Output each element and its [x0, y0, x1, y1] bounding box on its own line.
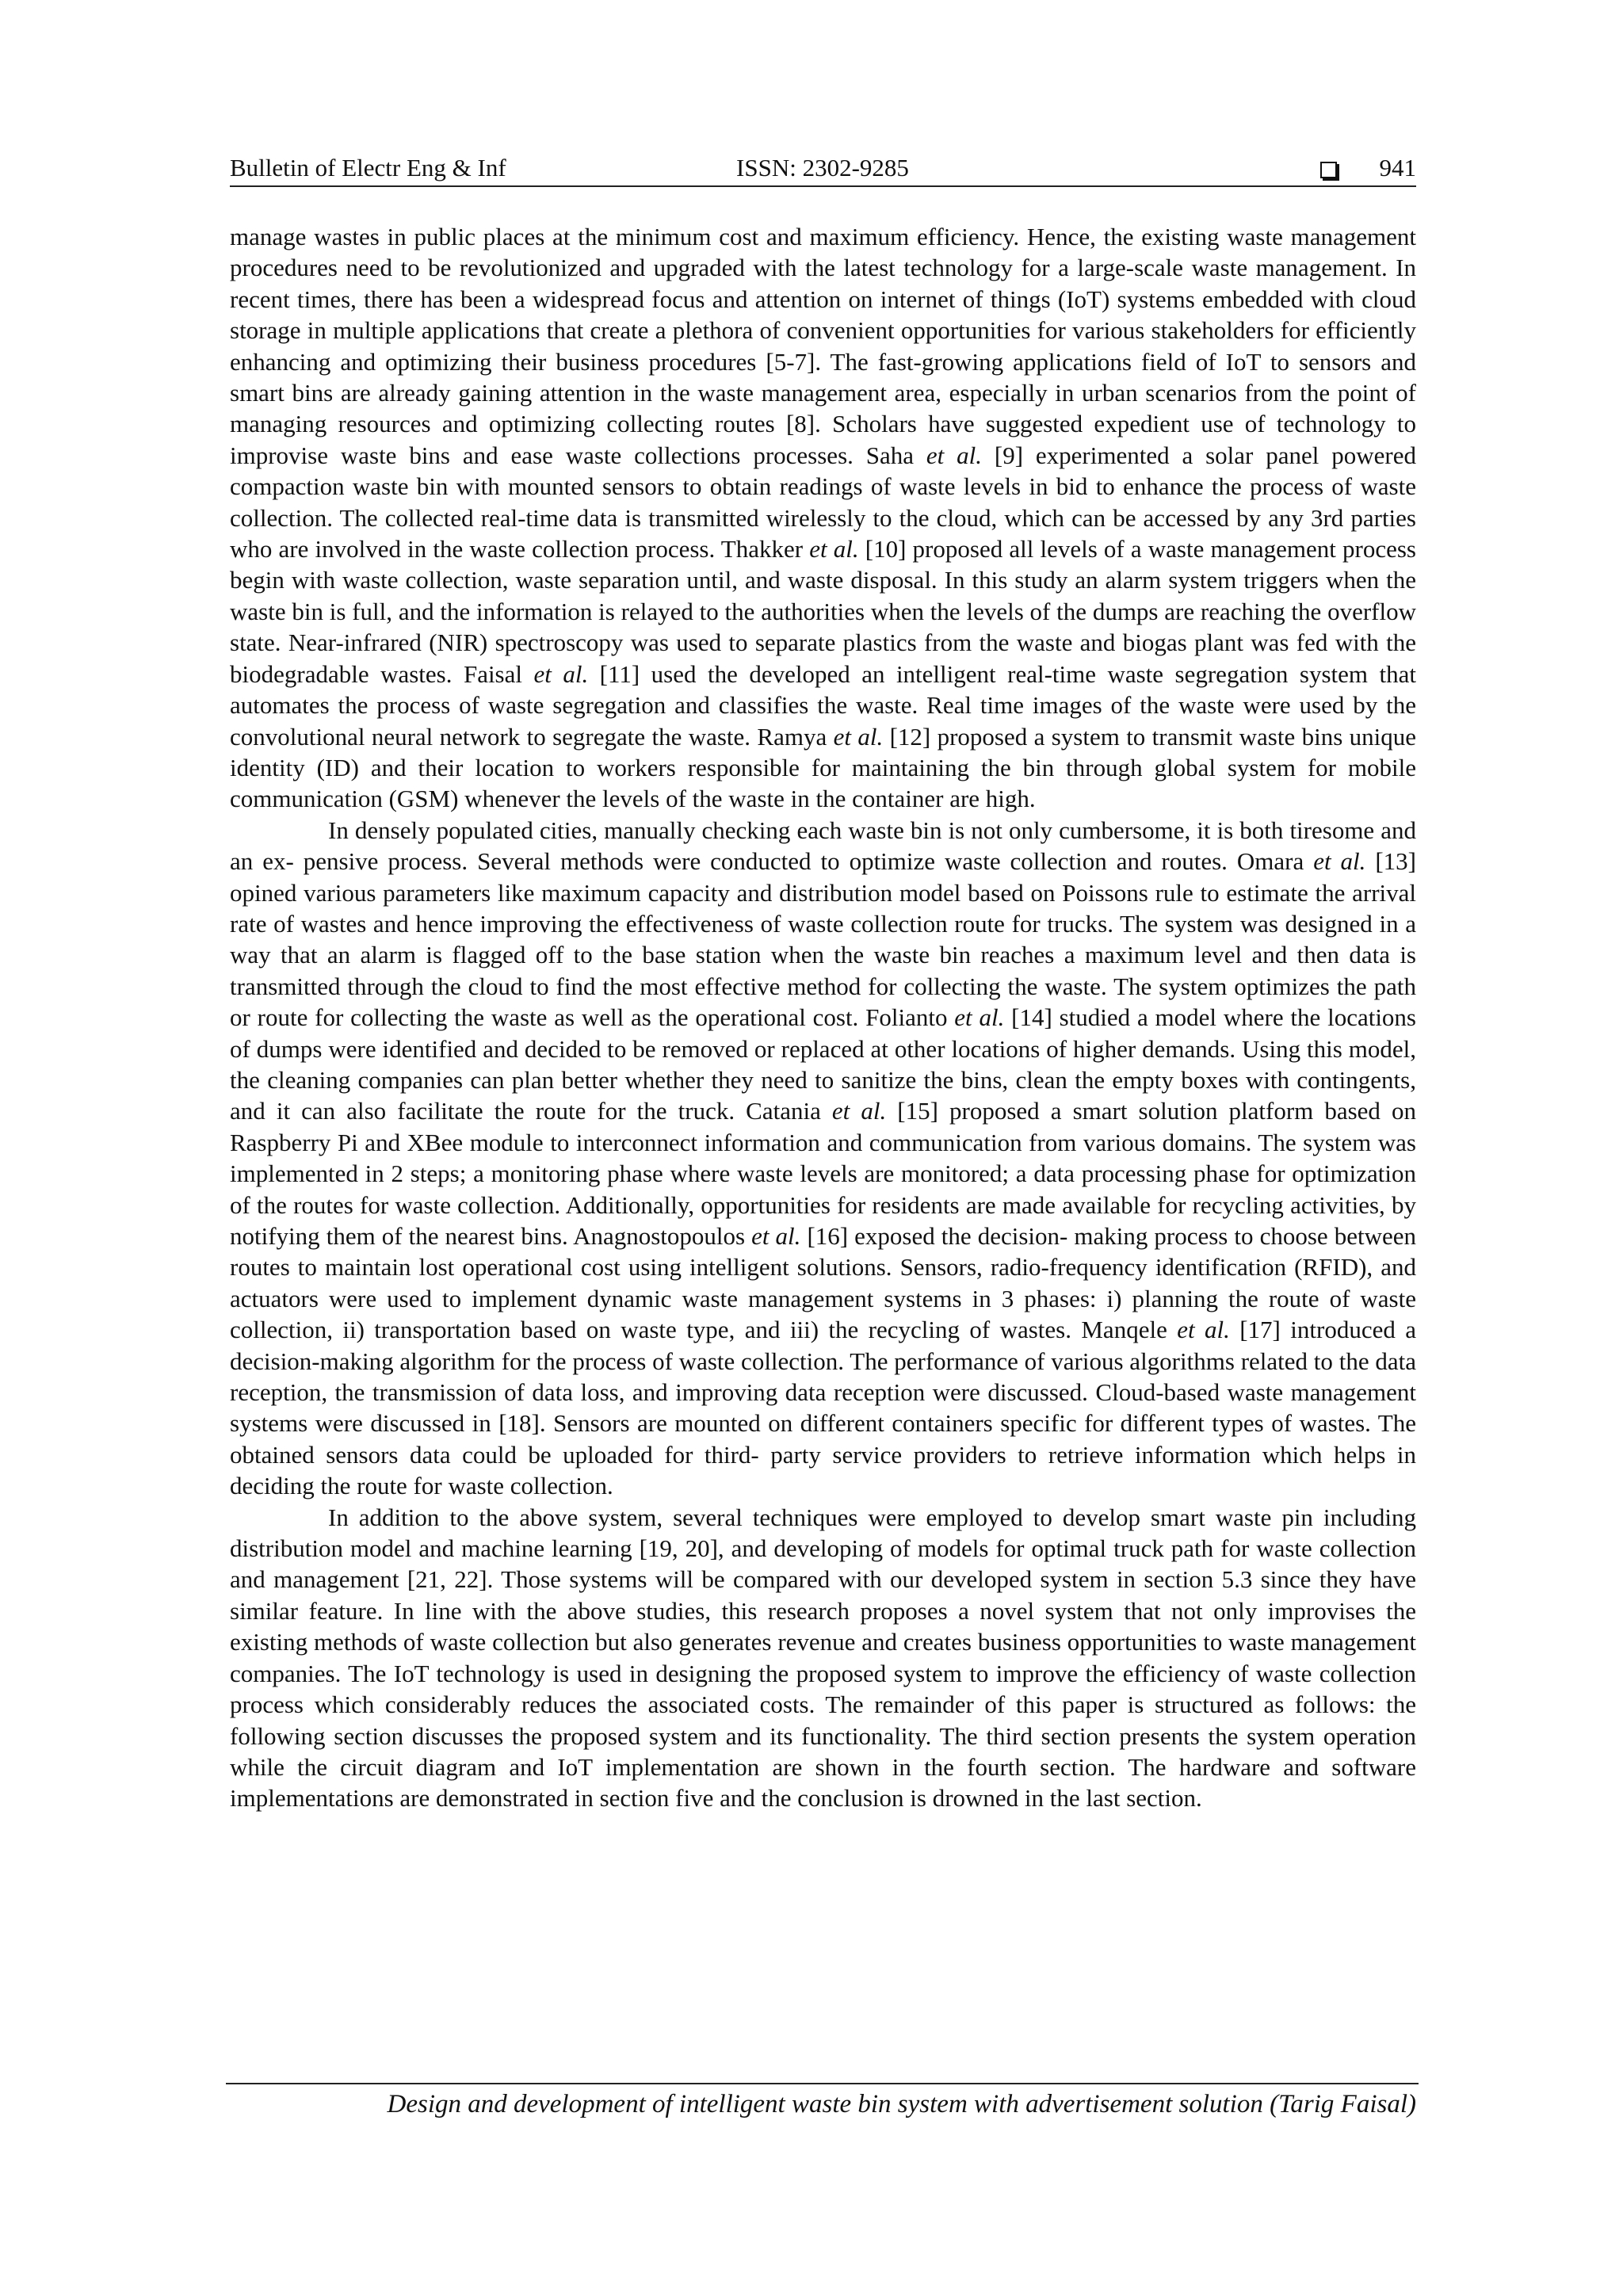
text-run: In densely populated cities, manually checking each waste bin is not only cumbersome, it is both tiresome and an ex- pensive process. Several methods were conducted to optimize waste collection and routes. Omara	[230, 816, 1416, 876]
page-number-group	[1320, 154, 1417, 182]
italic-run: et al.	[751, 1222, 801, 1250]
text-run: [14] studied a model where the locations of dumps were identified and decided to be removed or replaced at other locations of higher demands. Using this model, the cleaning companies can plan better whether they need to sanitize the bins, clean the empty boxes with contingents, and it can also facilitate the route for the truck. Catania	[230, 1003, 1416, 1125]
page-number: 941	[1379, 154, 1416, 181]
running-header	[230, 154, 1416, 187]
text-run: In addition to the above system, several techniques were employed to develop smart waste pin including distribution model and machine learning [19, 20], and developing of models for optimal truck path for waste collection and management [21, 22]. Those systems will be compared with our developed system in section 5.3 since they have similar feature. In line with the above studies, this research proposes a novel system that not only improvises the existing methods of waste collection but also generates revenue and creates business opportunities to waste management companies. The IoT technology is used in designing the proposed system to improve the efficiency of waste collection process which considerably reduces the associated costs. The remainder of this paper is structured as follows: the following section discusses the proposed system and its functionality. The third section presents the system operation while the circuit diagram and IoT implementation are shown in the fourth section. The hardware and software implementations are demonstrated in section five and the conclusion is drowned in the last section.	[230, 1503, 1416, 1813]
paragraph-2	[230, 815, 1416, 1502]
italic-run: et al.	[833, 722, 884, 751]
italic-run: et al.	[1177, 1316, 1230, 1344]
paragraph-1	[230, 221, 1416, 815]
italic-run: et al.	[831, 1097, 887, 1125]
article-body	[230, 221, 1416, 1814]
running-footer: Design and development of intelligent waste bin system with advertisement solution (Tarig Faisal)	[387, 2090, 1416, 2118]
italic-run: et al.	[1313, 847, 1366, 876]
text-run: [11] used the developed an intelligent real-time waste segregation system that automates the process of waste segregation and classifies the waste. Real time images of the waste were used by the convolutional neural network to segregate the waste. Ramya	[230, 659, 1416, 751]
italic-run: et al.	[533, 659, 589, 688]
text-run: [10] proposed all levels of a waste management process begin with waste collection, waste separation until, and waste disposal. In this study an alarm system triggers when the waste bin is full, and the information is relayed to the authorities when the levels of the dumps are reaching the overflow state. Near-infrared (NIR) spectroscopy was used to separate plastics from the waste and biogas plant was fed with the biodegradable wastes. Faisal	[230, 535, 1416, 688]
paragraph-3	[230, 1502, 1416, 1814]
text-run: [12] proposed a system to transmit waste bins unique identity (ID) and their location to workers responsible for maintaining the bin through global system for mobile communication (GSM) whenever the levels of the waste in the container are high.	[230, 722, 1416, 813]
square-bullet-icon	[1320, 162, 1337, 178]
text-run: [16] exposed the decision- making process to choose between routes to maintain lost operational cost using intelligent solutions. Sensors, radio-frequency identification (RFID), and actuators were used to implement dynamic waste management systems in 3 phases: i) planning the route of waste collection, ii) transportation based on waste type, and iii) the recycling of wastes. Manqele	[230, 1222, 1416, 1344]
text-run: [17] introduced a decision-making algorithm for the process of waste collection. The performance of various algorithms related to the data reception, the transmission of data loss, and improving data reception were discussed. Cloud-based waste management systems were discussed in [18]. Sensors are mounted on different containers specific for different types of wastes. The obtained sensors data could be uploaded for third- party service providers to retrieve information which helps in deciding the route for waste collection.	[230, 1316, 1416, 1500]
text-run: [15] proposed a smart solution platform based on Raspberry Pi and XBee module to interconnect information and communication from various domains. The system was implemented in 2 steps; a monitoring phase where waste levels are monitored; a data processing phase for optimization of the routes for waste collection. Additionally, opportunities for residents are made available for recycling activities, by notifying them of the nearest bins. Anagnostopoulos	[230, 1097, 1416, 1250]
italic-run: et al.	[809, 535, 859, 563]
text-run: [9] experimented a solar panel powered compaction waste bin with mounted sensors to obtain readings of waste levels in bid to enhance the process of waste collection. The collected real-time data is transmitted wirelessly to the cloud, which can be accessed by any 3rd parties who are involved in the waste collection process. Thakker	[230, 441, 1416, 563]
italic-run: et al.	[926, 441, 982, 469]
footer-divider	[226, 2083, 1419, 2084]
italic-run: et al.	[954, 1003, 1005, 1032]
text-run: [13] opined various parameters like maximum capacity and distribution model based on Poissons rule to estimate the arrival rate of wastes and hence improving the effectiveness of waste collection route for trucks. The system was designed in a way that an alarm is flagged off to the base station when the waste bin reaches a maximum level and then data is transmitted through the cloud to find the most effective method for collecting the waste. The system optimizes the path or route for collecting the waste as well as the operational cost. Folianto	[230, 847, 1416, 1032]
issn-label: ISSN: 2302-9285	[736, 154, 909, 181]
journal-name: Bulletin of Electr Eng & Inf	[230, 154, 506, 181]
text-run: manage wastes in public places at the minimum cost and maximum efficiency. Hence, the existing waste management procedures need to be revolutionized and upgraded with the latest technology for a large-scale waste management. In recent times, there has been a widespread focus and attention on internet of things (IoT) systems embedded with cloud storage in multiple applications that create a plethora of convenient opportunities for various stakeholders for efficiently enhancing and optimizing their business procedures [5-7]. The fast-growing applications field of IoT to sensors and smart bins are already gaining attention in the waste management area, especially in urban scenarios from the point of managing resources and optimizing collecting routes [8]. Scholars have suggested expedient use of technology to improvise waste bins and ease waste collections processes. Saha	[230, 223, 1416, 469]
